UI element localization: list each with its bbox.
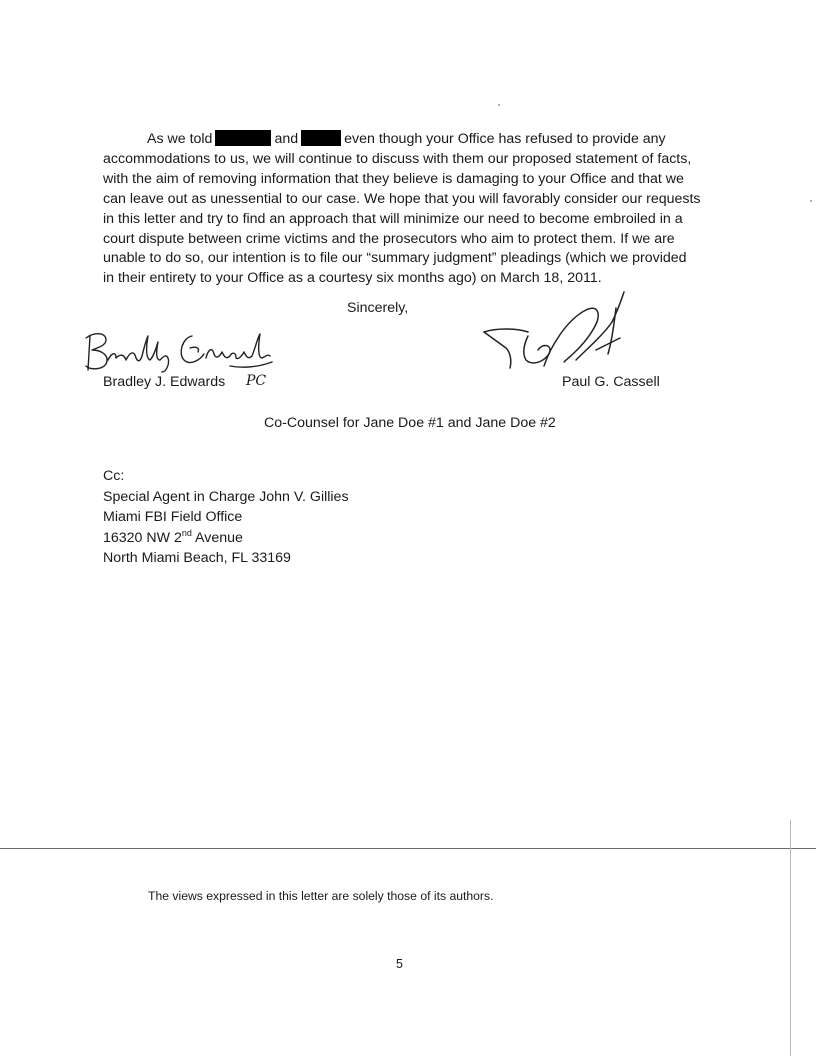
paragraph-line-5: in this letter and try to find an approach that will minimize our need to become embroiled in a (103, 210, 683, 227)
cc-city: North Miami Beach, FL 33169 (103, 550, 291, 567)
paragraph-line-7: unable to do so, our intention is to file our “summary judgment” pleadings (which we provided (103, 250, 687, 267)
signer-name-cassell: Paul G. Cassell (562, 374, 660, 390)
signer-initials: PC (246, 373, 267, 389)
body-paragraph (103, 130, 793, 289)
paragraph-line-3: with the aim of removing information that they believe is damaging to your Office and that we (103, 170, 684, 187)
paragraph-line-6: court dispute between crime victims and the prosecutors who aim to protect them. If we are (103, 230, 675, 247)
cocounsel-line: Co-Counsel for Jane Doe #1 and Jane Doe #2 (264, 415, 556, 431)
page-number: 5 (396, 957, 403, 971)
text-and: and (274, 131, 299, 147)
paragraph-line-8: in their entirety to your Office as a courtesy six months ago) on March 18, 2011. (103, 270, 602, 287)
scan-speck (498, 104, 500, 106)
signature-edwards (80, 326, 280, 376)
footnote-divider (0, 848, 816, 849)
signer-name-edwards: Bradley J. Edwards (103, 374, 226, 390)
redaction-block (215, 130, 271, 146)
closing: Sincerely, (347, 300, 409, 316)
redaction-block (301, 130, 341, 146)
cc-block (103, 466, 349, 569)
text-as-we-told: As we told (147, 131, 213, 147)
scan-edge-line (790, 820, 791, 1056)
signature-cassell (476, 288, 636, 374)
cc-street: 16320 NW 2nd Avenue (103, 527, 243, 546)
cc-label: Cc: (103, 468, 125, 484)
cc-recipient: Special Agent in Charge John V. Gillies (103, 488, 349, 505)
paragraph-line-4: can leave out as unessential to our case. We hope that you will favorably consider our requests (103, 190, 701, 207)
footnote: The views expressed in this letter are solely those of its authors. (148, 889, 494, 903)
cc-office: Miami FBI Field Office (103, 509, 243, 526)
paragraph-line-1 (103, 130, 793, 150)
scan-speck (810, 200, 812, 202)
paragraph-line-2: accommodations to us, we will continue to discuss with them our proposed statement of facts, (103, 150, 692, 167)
text-line1-rest: even though your Office has refused to provide any (344, 131, 666, 147)
